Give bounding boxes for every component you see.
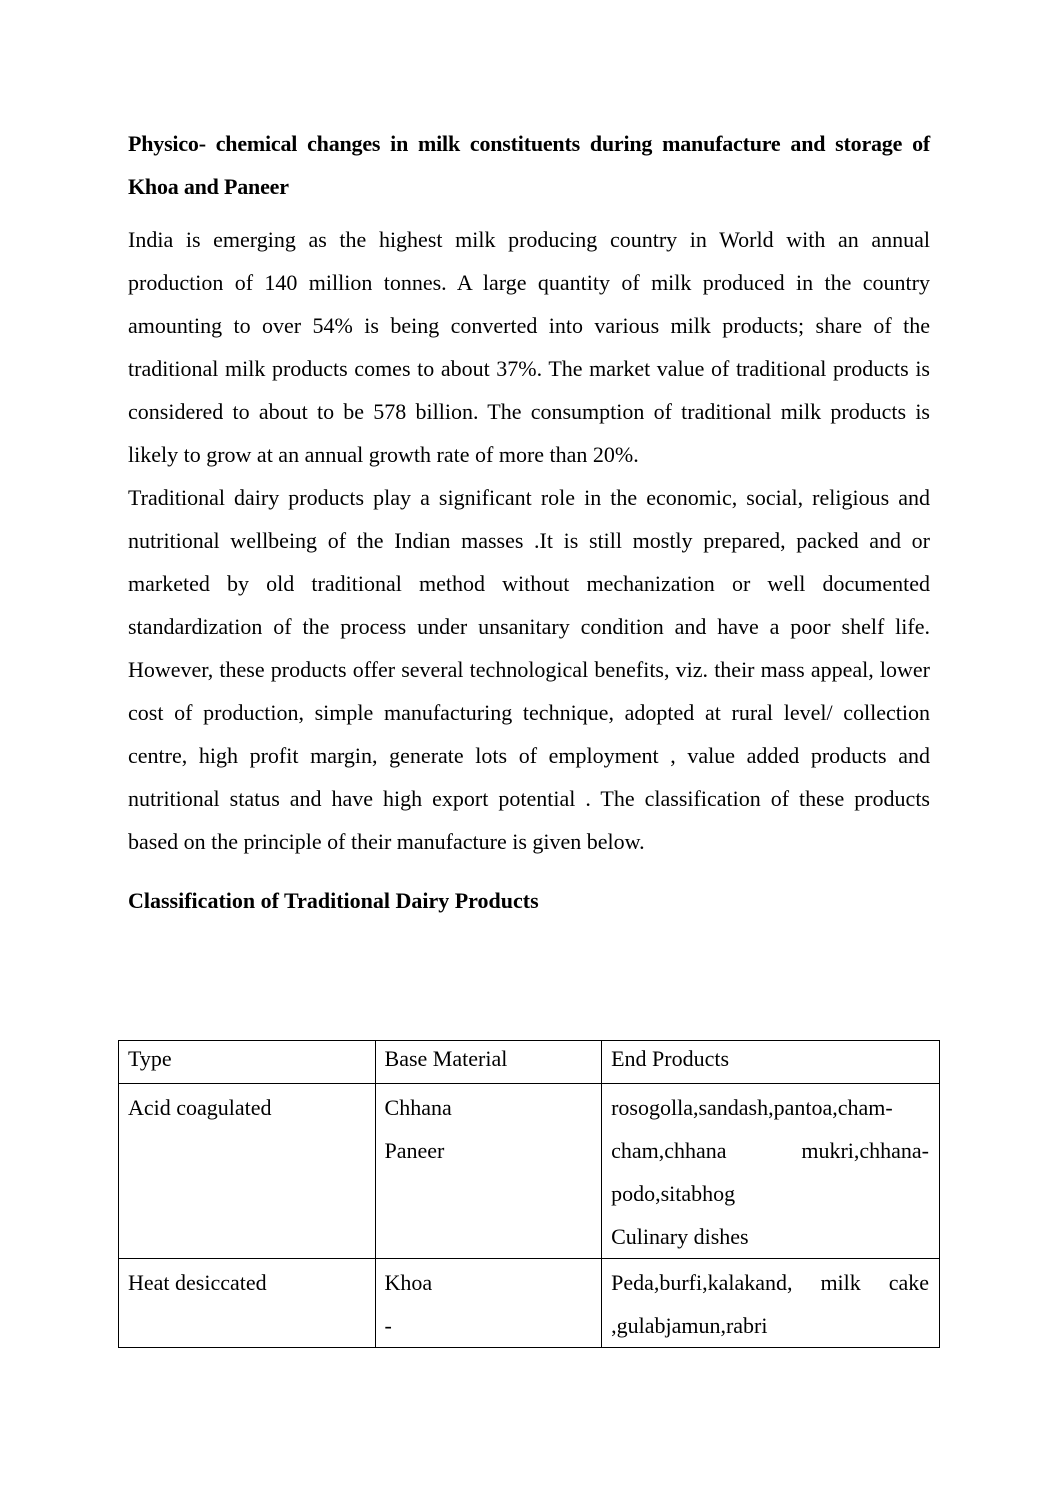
header-type: Type	[119, 1041, 376, 1084]
table-row	[119, 1084, 940, 1259]
table-header-row	[119, 1041, 940, 1084]
section-heading-classification: Classification of Traditional Dairy Products	[128, 888, 539, 913]
cell-type: Heat desiccated	[119, 1259, 376, 1348]
base-material-item: Khoa	[384, 1270, 433, 1295]
cell-type: Acid coagulated	[119, 1084, 376, 1259]
paragraph-traditional-products: Traditional dairy products play a significant role in the economic, social, religious and nutritional wellbeing of the Indian masses .It is still mostly prepared, packed and or marketed by old traditional method without mechanization or well documented standardization of the process under unsanitary condition and have a poor shelf life. However, these products offer several technological benefits, viz. their mass appeal, lower cost of production, simple manufacturing technique, adopted at rural level/ collection centre, high profit margin, generate lots of employment , value added products and nutritional status and have high export potential . The classification of these products based on the principle of their manufacture is given below.	[128, 485, 930, 854]
end-products-line: ,gulabjamun,rabri	[611, 1313, 768, 1338]
end-products-line: rosogolla,sandash,pantoa,cham-	[611, 1095, 893, 1120]
base-material-item: -	[384, 1313, 392, 1338]
end-products-line: podo,sitabhog	[611, 1181, 736, 1206]
header-end-products: End Products	[602, 1041, 940, 1084]
cell-end-products	[602, 1259, 940, 1348]
paragraph-intro: India is emerging as the highest milk producing country in World with an annual production of 140 million tonnes. A large quantity of milk produced in the country amounting to over 54% is being converted into various milk products; share of the traditional milk products comes to about 37%. The market value of traditional products is considered to about to be 578 billion. The consumption of traditional milk products is likely to grow at an annual growth rate of more than 20%.	[128, 227, 930, 467]
cell-end-products	[602, 1084, 940, 1259]
base-material-item: Paneer	[384, 1138, 445, 1163]
cell-base-material	[375, 1259, 602, 1348]
classification-table	[118, 1040, 940, 1348]
cell-base-material	[375, 1084, 602, 1259]
table-row	[119, 1259, 940, 1348]
end-products-line: cham,chhana mukri,chhana-	[611, 1138, 929, 1163]
end-products-line: Culinary dishes	[611, 1224, 749, 1249]
document-title: Physico- chemical changes in milk constituents during manufacture and storage of Khoa and Paneer	[128, 131, 930, 199]
document-page	[128, 122, 930, 922]
end-products-line: Peda,burfi,kalakand, milk cake	[611, 1270, 929, 1295]
header-base-material: Base Material	[375, 1041, 602, 1084]
base-material-item: Chhana	[384, 1095, 452, 1120]
